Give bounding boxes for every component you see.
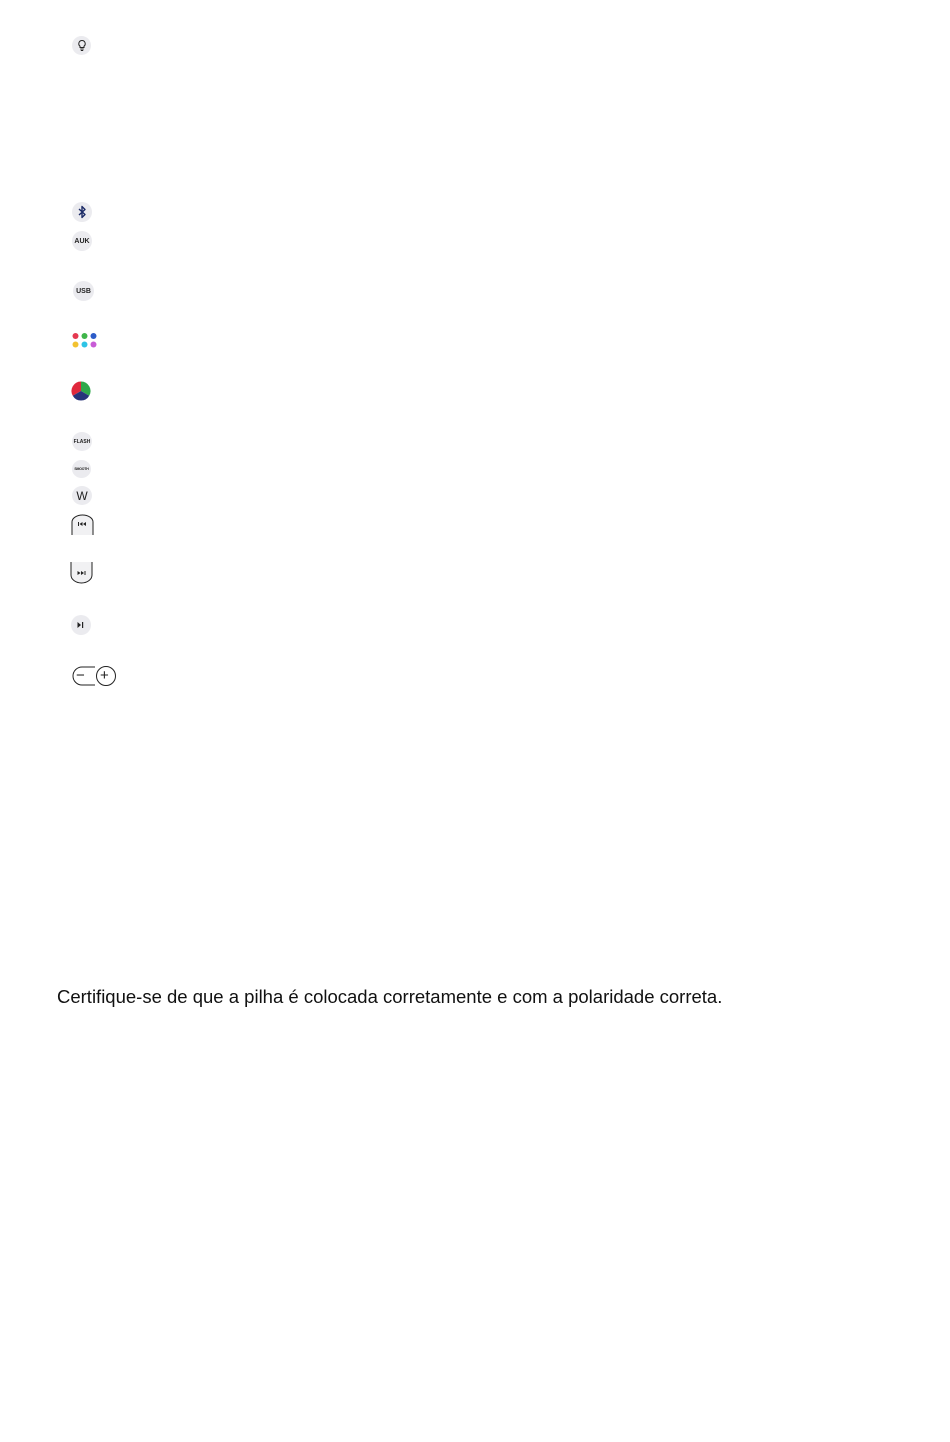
bluetooth-icon	[77, 205, 87, 219]
next-track-button[interactable]	[70, 561, 93, 584]
aux-button[interactable]	[72, 231, 92, 251]
battery-note: Certifique-se de que a pilha é colocada corretamente e com a polaridade correta.	[57, 986, 723, 1007]
flash-icon: FLASH	[73, 438, 91, 445]
next-track-icon	[70, 561, 93, 584]
smooth-icon: SMOOTH	[74, 467, 89, 471]
usb-icon: USB	[76, 287, 91, 295]
previous-track-button[interactable]	[71, 514, 94, 536]
previous-track-icon	[71, 514, 94, 536]
flash-button[interactable]	[72, 432, 92, 451]
lightbulb-icon	[76, 39, 88, 52]
volume-up-button[interactable]: +	[100, 667, 109, 684]
usb-button[interactable]	[73, 281, 94, 301]
volume-down-button[interactable]: −	[76, 667, 85, 684]
volume-control[interactable]	[71, 665, 119, 687]
bluetooth-button[interactable]	[72, 202, 92, 222]
rgb-button[interactable]	[71, 381, 91, 401]
light-button[interactable]	[72, 36, 91, 55]
rgb-wheel-icon	[71, 381, 91, 401]
color-select-button[interactable]	[71, 332, 99, 349]
play-pause-icon	[76, 621, 86, 629]
play-pause-button[interactable]	[71, 615, 91, 635]
white-button[interactable]	[72, 486, 92, 505]
aux-icon: AUK	[74, 237, 90, 245]
color-grid-icon	[71, 332, 99, 349]
smooth-button[interactable]	[72, 460, 91, 478]
white-icon: W	[76, 488, 88, 503]
